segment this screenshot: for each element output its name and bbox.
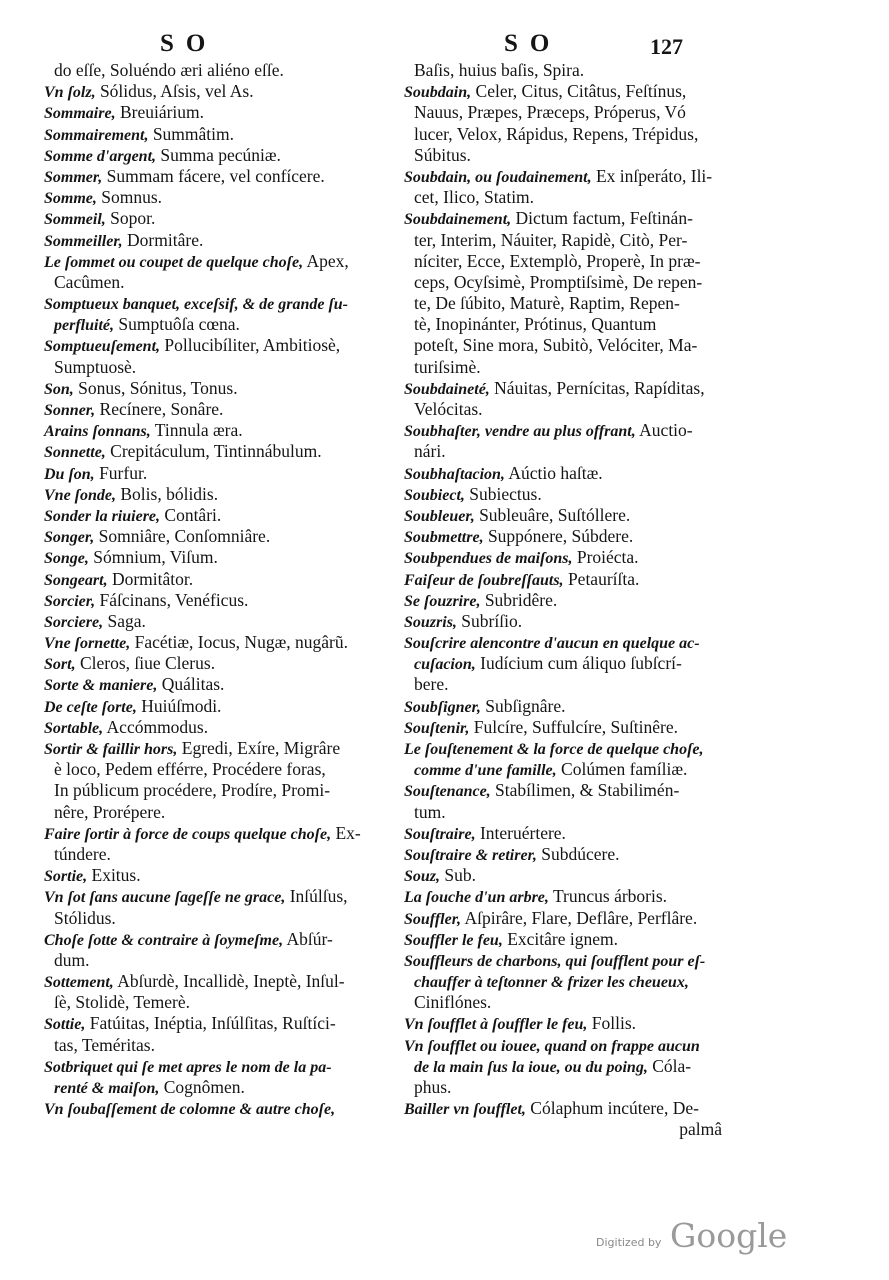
dictionary-line [382, 1013, 734, 1034]
dictionary-line [382, 1035, 734, 1056]
latin-equivalent: Aſpirâre, Flare, Deflâre, Perflâre. [461, 907, 698, 928]
dictionary-line [22, 569, 367, 590]
headword: Son, [44, 380, 74, 398]
latin-equivalent: Cognômen. [159, 1077, 245, 1097]
latin-equivalent: Baſis, huius baſis, Spira. [414, 60, 585, 80]
latin-equivalent: Subridêre. [480, 589, 558, 610]
latin-equivalent: tè, Inopinánter, Prótinus, Quantum [414, 314, 657, 335]
dictionary-line [382, 696, 734, 717]
dictionary-line [22, 886, 367, 907]
latin-equivalent: túndere. [54, 843, 111, 864]
dictionary-line [22, 971, 367, 992]
latin-equivalent: tum. [414, 801, 446, 822]
headword: Vn ſoubaſſement de colomne & autre choſe, [44, 1101, 336, 1119]
latin-equivalent: Egredi, Exíre, Migrâre [177, 738, 341, 758]
headword: Sortie, [44, 868, 88, 886]
dictionary-line [382, 929, 734, 950]
headword: Vn ſolz, [44, 84, 96, 102]
latin-equivalent: lucer, Velox, Rápidus, Repens, Trépidus, [414, 123, 699, 144]
dictionary-line [22, 611, 367, 632]
headword: Sommer, [44, 168, 103, 186]
latin-equivalent: Subríſio. [456, 610, 523, 631]
latin-equivalent: Pollucibíliter, Ambitiosè, [160, 335, 341, 356]
headword: Soubdain, ou ſoudainement, [404, 168, 592, 186]
latin-equivalent: Fáſcinans, Venéficus. [95, 589, 249, 610]
dictionary-line [382, 1098, 734, 1119]
latin-equivalent: dum. [54, 949, 90, 970]
dictionary-line [22, 844, 367, 865]
headword: Vne ſornette, [44, 635, 131, 653]
dictionary-line [22, 505, 367, 526]
dictionary-line [22, 547, 367, 568]
dictionary-line [22, 1056, 367, 1077]
latin-equivalent: Cóla- [647, 1055, 692, 1076]
dictionary-line [382, 780, 734, 801]
dictionary-line [22, 230, 367, 251]
headword: Sottement, [44, 974, 114, 992]
headword: cuſacion, [414, 656, 476, 674]
latin-equivalent: Summa pecúniæ. [156, 144, 281, 165]
latin-equivalent: tas, Teméritas. [54, 1034, 155, 1055]
dictionary-line [22, 441, 367, 462]
latin-equivalent: Ex inſperáto, Ili- [591, 165, 713, 186]
dictionary-line [382, 590, 734, 611]
latin-equivalent: Interuértere. [475, 822, 566, 843]
latin-equivalent: Sopor. [105, 208, 156, 229]
latin-equivalent: Summam fácere, vel confícere. [102, 165, 325, 186]
dictionary-line [382, 738, 734, 759]
dictionary-line [382, 272, 734, 293]
latin-equivalent: Follis. [587, 1013, 637, 1034]
digitized-by-google-watermark [596, 1218, 786, 1256]
dictionary-line [22, 463, 367, 484]
headword: Sort, [44, 656, 76, 674]
dictionary-line [382, 441, 734, 462]
dictionary-line [382, 102, 734, 123]
latin-equivalent: phus. [414, 1077, 452, 1097]
dictionary-line [22, 357, 367, 378]
latin-equivalent: Abſúr- [283, 928, 333, 949]
headword: Souſtraire & retirer, [404, 846, 537, 864]
latin-equivalent: In públicum procédere, Prodíre, Promi- [54, 780, 331, 801]
dictionary-line [22, 102, 367, 123]
latin-equivalent: Summâtim. [148, 123, 235, 144]
latin-equivalent: Tinnula æra. [150, 420, 243, 441]
headword: Sortir & faillir hors, [44, 741, 178, 758]
dictionary-line [22, 335, 367, 356]
latin-equivalent: Sumptuôſa cœna. [114, 314, 240, 335]
latin-equivalent: Stólidus. [54, 907, 116, 928]
headword: Le ſommet ou coupet de quelque choſe, [44, 253, 304, 271]
dictionary-line [382, 60, 734, 81]
headword: Sommairement, [44, 126, 149, 144]
headword: Sonnette, [44, 444, 106, 462]
headword: Soubleuer, [404, 507, 475, 525]
headword: Choſe ſotte & contraire à ſoymeſme, [44, 931, 284, 949]
latin-equivalent: Súbitus. [414, 144, 471, 165]
latin-equivalent: ter, Interim, Náuiter, Rapidè, Citò, Per- [414, 229, 688, 250]
latin-equivalent: Sólidus, Aſsis, vel As. [95, 81, 254, 102]
dictionary-line [382, 145, 734, 166]
latin-equivalent: Subſignâre. [480, 695, 566, 716]
headword: Soubdainement, [404, 211, 512, 229]
headword: Soubmettre, [404, 529, 484, 547]
headword: Souz, [404, 868, 441, 886]
dictionary-line [382, 971, 734, 992]
dictionary-line [22, 484, 367, 505]
headword: chauffer à teſtonner & frizer les cheueux, [414, 974, 689, 992]
latin-equivalent: Ex- [331, 822, 361, 843]
right-column [382, 60, 734, 1141]
dictionary-line [22, 738, 367, 759]
latin-equivalent: Abſurdè, Incallidè, Ineptè, Inſul- [113, 971, 345, 992]
headword: Sortable, [44, 719, 104, 737]
headword: Sommeiller, [44, 232, 123, 250]
dictionary-line [22, 166, 367, 187]
headword: Soubiect, [404, 486, 465, 504]
headword: Vn ſoufflet ou iouee, quand on frappe aucun [404, 1037, 700, 1055]
headword: Souſtenance, [404, 783, 491, 801]
dictionary-line [22, 378, 367, 399]
dictionary-line [22, 293, 367, 314]
dictionary-line [22, 632, 367, 653]
latin-equivalent: Auctio- [635, 420, 693, 441]
latin-equivalent: Nauus, Præpes, Præceps, Próperus, Vó [414, 102, 686, 123]
latin-equivalent: te, De ſúbito, Maturè, Raptim, Repen- [414, 293, 680, 314]
latin-equivalent: Subiectus. [464, 483, 542, 504]
headword: Faiſeur de ſoubreſſauts, [404, 571, 564, 589]
dictionary-line [382, 717, 734, 738]
latin-equivalent: Iudícium cum áliquo ſubſcrí- [475, 653, 682, 674]
headword: Du ſon, [44, 465, 95, 483]
latin-equivalent: Breuiárium. [115, 102, 205, 123]
dictionary-line [22, 399, 367, 420]
dictionary-line [382, 759, 734, 780]
dictionary-line [22, 314, 367, 335]
latin-equivalent: Inſúlſus, [285, 886, 348, 907]
dictionary-line [22, 929, 367, 950]
headword: Sorciere, [44, 613, 104, 631]
dictionary-line [382, 335, 734, 356]
dictionary-line [22, 1035, 367, 1056]
dictionary-line [382, 823, 734, 844]
latin-equivalent: nári. [414, 441, 446, 462]
dictionary-line [382, 1119, 734, 1140]
dictionary-line [22, 187, 367, 208]
headword: La ſouche d'un arbre, [404, 889, 549, 907]
dictionary-line [382, 230, 734, 251]
dictionary-line [382, 547, 734, 568]
dictionary-line [22, 124, 367, 145]
headword: Soubdaineté, [404, 380, 490, 398]
running-header-right: SO [504, 30, 562, 57]
headword: Soubhaſtacion, [404, 465, 505, 483]
dictionary-line [22, 81, 367, 102]
latin-equivalent: Fatúitas, Inéptia, Inſúlſitas, Ruſtíci- [85, 1013, 336, 1034]
dictionary-line [22, 145, 367, 166]
headword: Souzris, [404, 613, 457, 631]
latin-equivalent: Quálitas. [157, 674, 225, 695]
latin-equivalent: Apex, [303, 250, 349, 271]
latin-equivalent: Furfur. [94, 462, 148, 483]
headword: De ceſte ſorte, [44, 698, 137, 716]
headword: Le ſouſtenement & la force de quelque choſe, [404, 741, 704, 758]
latin-equivalent: Subdúcere. [536, 843, 620, 864]
latin-equivalent: Crepitáculum, Tintinnábulum. [105, 441, 322, 462]
latin-equivalent: Somnus. [96, 187, 163, 208]
latin-equivalent: Colúmen famíliæ. [556, 759, 688, 780]
dictionary-line [22, 674, 367, 695]
latin-equivalent: do eſſe, Soluéndo æri aliéno eſſe. [54, 60, 284, 80]
dictionary-line [22, 696, 367, 717]
headword: Sorcier, [44, 592, 96, 610]
running-header-left: SO [160, 30, 218, 57]
dictionary-line [22, 865, 367, 886]
latin-equivalent: Huiúſmodi. [136, 695, 222, 716]
dictionary-line [382, 632, 734, 653]
latin-equivalent: Sumptuosè. [54, 356, 137, 377]
latin-equivalent: è loco, Pedem efférre, Procédere foras, [54, 759, 326, 780]
headword: Soubpendues de maiſons, [404, 550, 573, 568]
dictionary-line [382, 208, 734, 229]
headword: Songeart, [44, 571, 108, 589]
dictionary-line [382, 1077, 734, 1098]
latin-equivalent: Bolis, bólidis. [116, 483, 219, 504]
dictionary-line [382, 844, 734, 865]
dictionary-line [382, 653, 734, 674]
headword: Sorte & maniere, [44, 677, 158, 695]
dictionary-line [22, 251, 367, 272]
dictionary-line [22, 1098, 367, 1119]
headword: Soubſigner, [404, 698, 481, 716]
headword: Somptueux banquet, exceſsif, & de grande ſu- [44, 296, 348, 314]
headword: Soubdain, [404, 84, 472, 102]
latin-equivalent: Proiécta. [572, 547, 639, 568]
dictionary-line [382, 908, 734, 929]
page-number: 127 [650, 34, 683, 59]
dictionary-line [22, 717, 367, 738]
watermark-prefix: Digitized by [596, 1236, 662, 1249]
dictionary-line [22, 208, 367, 229]
latin-equivalent: Exitus. [87, 865, 141, 886]
dictionary-line [22, 950, 367, 971]
headword: Souffleurs de charbons, qui ſoufflent pour eſ- [404, 952, 706, 970]
headword: Vne ſonde, [44, 486, 116, 504]
headword: Sotbriquet qui ſe met apres le nom de la pa- [44, 1058, 332, 1076]
left-column [22, 60, 367, 1119]
latin-equivalent: Aúctio haſtæ. [504, 462, 603, 483]
dictionary-line [22, 60, 367, 81]
latin-equivalent: Sómnium, Viſum. [88, 547, 218, 568]
headword: de la main ſus la ioue, ou du poing, [414, 1058, 648, 1076]
dictionary-line [382, 992, 734, 1013]
headword: Sonder la riuiere, [44, 507, 161, 525]
dictionary-line [382, 378, 734, 399]
latin-equivalent: nêre, Prorépere. [54, 801, 166, 822]
dictionary-line [22, 759, 367, 780]
latin-equivalent: Dictum factum, Feſtinán- [511, 208, 693, 229]
dictionary-line [382, 124, 734, 145]
latin-equivalent: Stabílimen, & Stabilimén- [490, 780, 680, 801]
dictionary-line [382, 611, 734, 632]
latin-equivalent: Sub. [440, 865, 477, 886]
dictionary-line [22, 1077, 367, 1098]
dictionary-line [382, 505, 734, 526]
headword: Soubhaſter, vendre au plus offrant, [404, 423, 636, 441]
headword: Faire ſortir à force de coups quelque choſe, [44, 825, 332, 843]
dictionary-line [22, 1013, 367, 1034]
headword: Sommaire, [44, 105, 116, 123]
dictionary-line [382, 1056, 734, 1077]
headword: Souffler, [404, 910, 462, 928]
headword: Vn ſot ſans aucune ſageſſe ne grace, [44, 889, 286, 907]
latin-equivalent: poteſt, Sine mora, Subitò, Velóciter, Ma- [414, 335, 698, 356]
dictionary-line [382, 357, 734, 378]
headword: Souffler le feu, [404, 931, 503, 949]
headword: Souſtenir, [404, 719, 470, 737]
google-logo: Google [670, 1216, 788, 1255]
latin-equivalent: Dormitâre. [122, 229, 204, 250]
latin-equivalent: cet, Ilico, Statim. [414, 187, 535, 208]
latin-equivalent: ceps, Ocyſsimè, Promptiſsimè, De repen- [414, 271, 703, 292]
dictionary-line [382, 865, 734, 886]
dictionary-line [382, 484, 734, 505]
dictionary-line [22, 653, 367, 674]
dictionary-line [22, 272, 367, 293]
headword: Bailler vn ſoufflet, [404, 1101, 526, 1119]
headword: Songe, [44, 550, 89, 568]
latin-equivalent: ſè, Stolidè, Temerè. [54, 992, 190, 1013]
headword: Somptueuſement, [44, 338, 161, 356]
dictionary-line [382, 314, 734, 335]
headword: Se ſouzrire, [404, 592, 481, 610]
headword: Somme d'argent, [44, 147, 157, 165]
dictionary-line [382, 886, 734, 907]
dictionary-line [382, 526, 734, 547]
dictionary-line [22, 780, 367, 801]
dictionary-line [382, 569, 734, 590]
dictionary-line [22, 420, 367, 441]
latin-equivalent: níciter, Ecce, Extemplò, Properè, In præ- [414, 250, 701, 271]
headword: Sonner, [44, 402, 96, 419]
dictionary-line [22, 992, 367, 1013]
latin-equivalent: Dormitâtor. [107, 568, 194, 589]
dictionary-line [22, 823, 367, 844]
latin-equivalent: Saga. [103, 610, 146, 631]
headword: renté & maiſon, [54, 1080, 160, 1097]
dictionary-line [22, 908, 367, 929]
headword: perfluité, [54, 317, 114, 335]
headword: Souſtraire, [404, 825, 476, 843]
latin-equivalent: Subleuâre, Suſtóllere. [474, 504, 631, 525]
latin-equivalent: Truncus árboris. [548, 886, 668, 907]
latin-equivalent: Cólaphum incútere, De- [525, 1098, 699, 1119]
latin-equivalent: bere. [414, 674, 449, 695]
dictionary-line [382, 802, 734, 823]
latin-equivalent: Suppónere, Súbdere. [483, 526, 634, 547]
headword: Sommeil, [44, 211, 106, 229]
dictionary-line [382, 251, 734, 272]
latin-equivalent: Excitâre ignem. [502, 928, 618, 949]
dictionary-line [382, 399, 734, 420]
dictionary-line [382, 950, 734, 971]
latin-equivalent: Velócitas. [414, 399, 483, 419]
headword: comme d'une famille, [414, 762, 557, 780]
latin-equivalent: Somniâre, Conſomniâre. [94, 526, 271, 547]
headword: Arains ſonnans, [44, 423, 151, 441]
latin-equivalent: Recínere, Sonâre. [95, 399, 224, 419]
headword: Somme, [44, 190, 97, 208]
dictionary-line [382, 463, 734, 484]
latin-equivalent: Cacûmen. [54, 271, 125, 292]
headword: Sottie, [44, 1016, 86, 1034]
headword: Songer, [44, 529, 95, 547]
headword: Vn ſoufflet à ſouffler le feu, [404, 1016, 588, 1034]
latin-equivalent: palmâ [679, 1119, 722, 1140]
dictionary-line [22, 802, 367, 823]
latin-equivalent: Náuitas, Pernícitas, Rapíditas, [489, 377, 705, 398]
latin-equivalent: Sonus, Sónitus, Tonus. [73, 377, 238, 398]
dictionary-line [22, 526, 367, 547]
dictionary-line [382, 674, 734, 695]
latin-equivalent: Ciniflónes. [414, 992, 492, 1013]
latin-equivalent: Accómmodus. [103, 716, 209, 737]
dictionary-line [22, 590, 367, 611]
latin-equivalent: Fulcíre, Suffulcíre, Suſtinêre. [469, 716, 679, 737]
latin-equivalent: Petauríſta. [563, 568, 640, 589]
latin-equivalent: Cleros, ſiue Clerus. [75, 653, 216, 674]
dictionary-line [382, 81, 734, 102]
latin-equivalent: Facétiæ, Iocus, Nugæ, nugârũ. [130, 632, 348, 653]
latin-equivalent: Contâri. [160, 504, 222, 525]
dictionary-line [382, 420, 734, 441]
latin-equivalent: turiſsimè. [414, 356, 481, 377]
dictionary-line [382, 293, 734, 314]
headword: Souſcrire alencontre d'aucun en quelque ac- [404, 635, 700, 653]
dictionary-line [382, 166, 734, 187]
latin-equivalent: Celer, Citus, Citâtus, Feſtínus, [471, 81, 687, 102]
dictionary-line [382, 187, 734, 208]
